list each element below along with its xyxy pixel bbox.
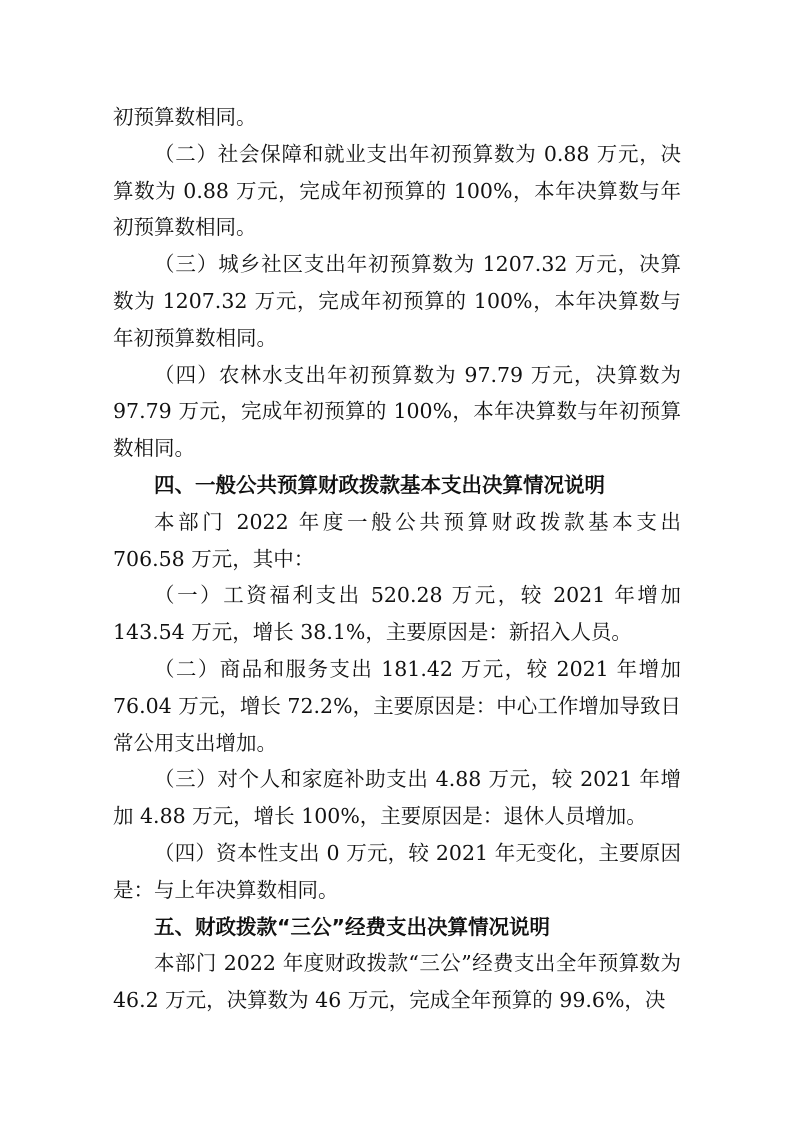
paragraph-social-security: （二）社会保障和就业支出年初预算数为 0.88 万元，决算数为 0.88 万元，完成年初预算的 100%，本年决算数与年初预算数相同。 xyxy=(113,141,681,240)
paragraph-individual-subsidy: （三）对个人和家庭补助支出 4.88 万元，较 2021 年增加 4.88 万元，增长 100%，主要原因是：退休人员增加。 xyxy=(113,767,681,829)
paragraph-continuation: 初预算数相同。 xyxy=(113,105,257,129)
paragraph-wages-welfare: （一）工资福利支出 520.28 万元，较 2021 年增加 143.54 万元，增长 38.1%，主要原因是：新招入人员。 xyxy=(113,583,681,645)
document-body xyxy=(113,99,681,1019)
paragraph-urban-rural: （三）城乡社区支出年初预算数为 1207.32 万元，决算数为 1207.32 万元，完成年初预算的 100%，本年决算数与年初预算数相同。 xyxy=(113,252,681,350)
section-heading-three-public: 五、财政拨款“三公”经费支出决算情况说明 xyxy=(154,914,550,939)
paragraph-three-public-total: 本部门 2022 年度财政拨款“三公”经费支出全年预算数为 46.2 万元，决算数为 46 万元，完成全年预算的 99.6%，决 xyxy=(113,951,681,1013)
paragraph-goods-services: （二）商品和服务支出 181.42 万元，较 2021 年增加 76.04 万元，增长 72.2%，主要原因是：中心工作增加导致日常公用支出增加。 xyxy=(113,656,681,755)
section-heading-basic-expenditure: 四、一般公共预算财政拨款基本支出决算情况说明 xyxy=(154,472,605,497)
paragraph-capital-expenditure: （四）资本性支出 0 万元，较 2021 年无变化，主要原因是：与上年决算数相同。 xyxy=(113,840,681,902)
paragraph-agriculture: （四）农林水支出年初预算数为 97.79 万元，决算数为 97.79 万元，完成年初预算的 100%，本年决算数与年初预算数相同。 xyxy=(113,362,681,461)
paragraph-basic-expenditure-total: 本部门 2022 年度一般公共预算财政拨款基本支出 706.58 万元，其中： xyxy=(113,509,681,571)
